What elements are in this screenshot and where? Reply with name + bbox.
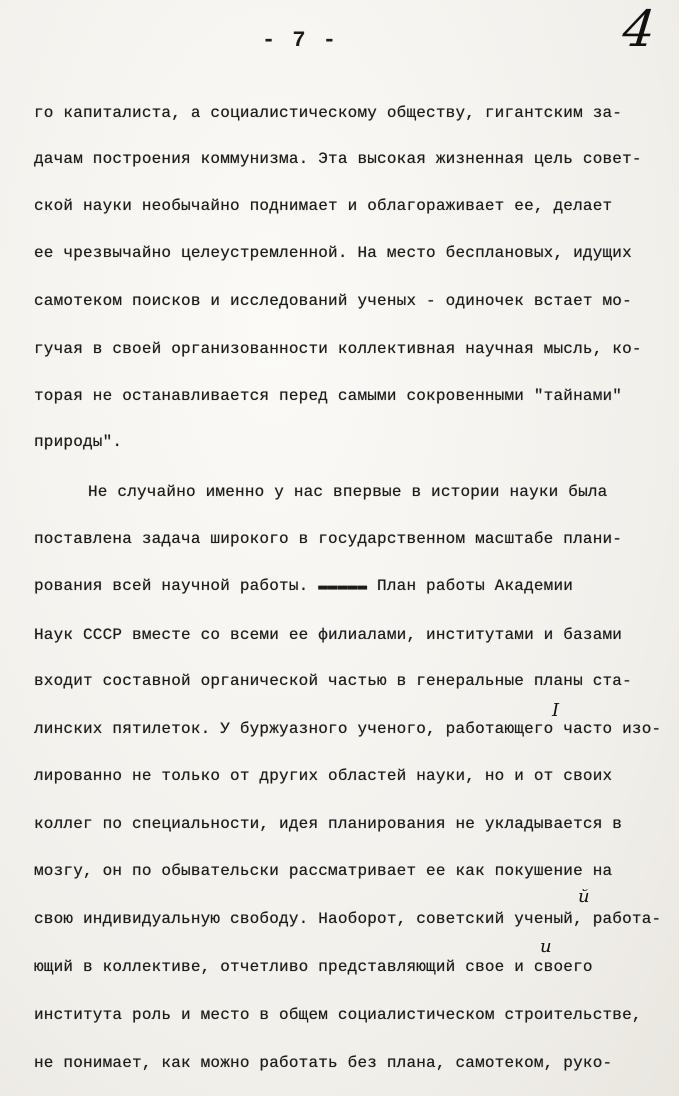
text-line: ее чрезвычайно целеустремленной. На место бесплановых, идущих [34,244,632,262]
text-line: гучая в своей организованности коллективная научная мысль, ко- [34,340,642,358]
folio-number: 4 [620,0,659,58]
page-number: - 7 - [261,28,338,53]
text-line: поставлена задача широкого в государственном масштабе плани- [34,530,623,548]
text-line: линских пятилеток. У буржуазного ученого, работающего часто изо- [34,720,662,738]
text-line: рования всей научной работы. ▬▬▬▬▬ План работы Академии [34,577,574,595]
text-line: лированно не только от других областей науки, но и от своих [34,767,613,785]
text-line: Не случайно именно у нас впервые в истории науки была [88,483,608,501]
text-line: института роль и место в общем социалистическом строительстве, [34,1006,642,1024]
text-line: самотеком поисков и исследований ученых - одиночек встает мо- [34,292,632,310]
text-line: ющий в коллективе, отчетливо представляющий свое и своего [34,958,593,976]
handwritten-mark: и [540,936,552,957]
text-line: мозгу, он по обывательски рассматривает ее как покушение на [34,862,613,880]
handwritten-mark: й [578,886,590,907]
text-line: коллег по специальности, идея планирования не укладывается в [34,815,623,833]
text-line: дачам построения коммунизма. Эта высокая жизненная цель совет- [34,150,642,168]
text-line: торая не останавливается перед самыми сокровенными "тайнами" [34,387,623,405]
text-line: не понимает, как можно работать без плана, самотеком, руко- [34,1054,613,1072]
text-line: входит составной органической частью в генеральные планы ста- [34,672,632,690]
text-line: природы". [34,433,123,451]
text-line: ской науки необычайно поднимает и облагораживает ее, делает [34,197,613,215]
text-line: го капиталиста, а социалистическому обществу, гигантским за- [34,104,623,122]
handwritten-mark: I [552,700,560,721]
text-line: свою индивидуальную свободу. Наоборот, советский ученый, работа- [34,910,662,928]
text-line: Наук СССР вместе со всеми ее филиалами, институтами и базами [34,626,623,644]
